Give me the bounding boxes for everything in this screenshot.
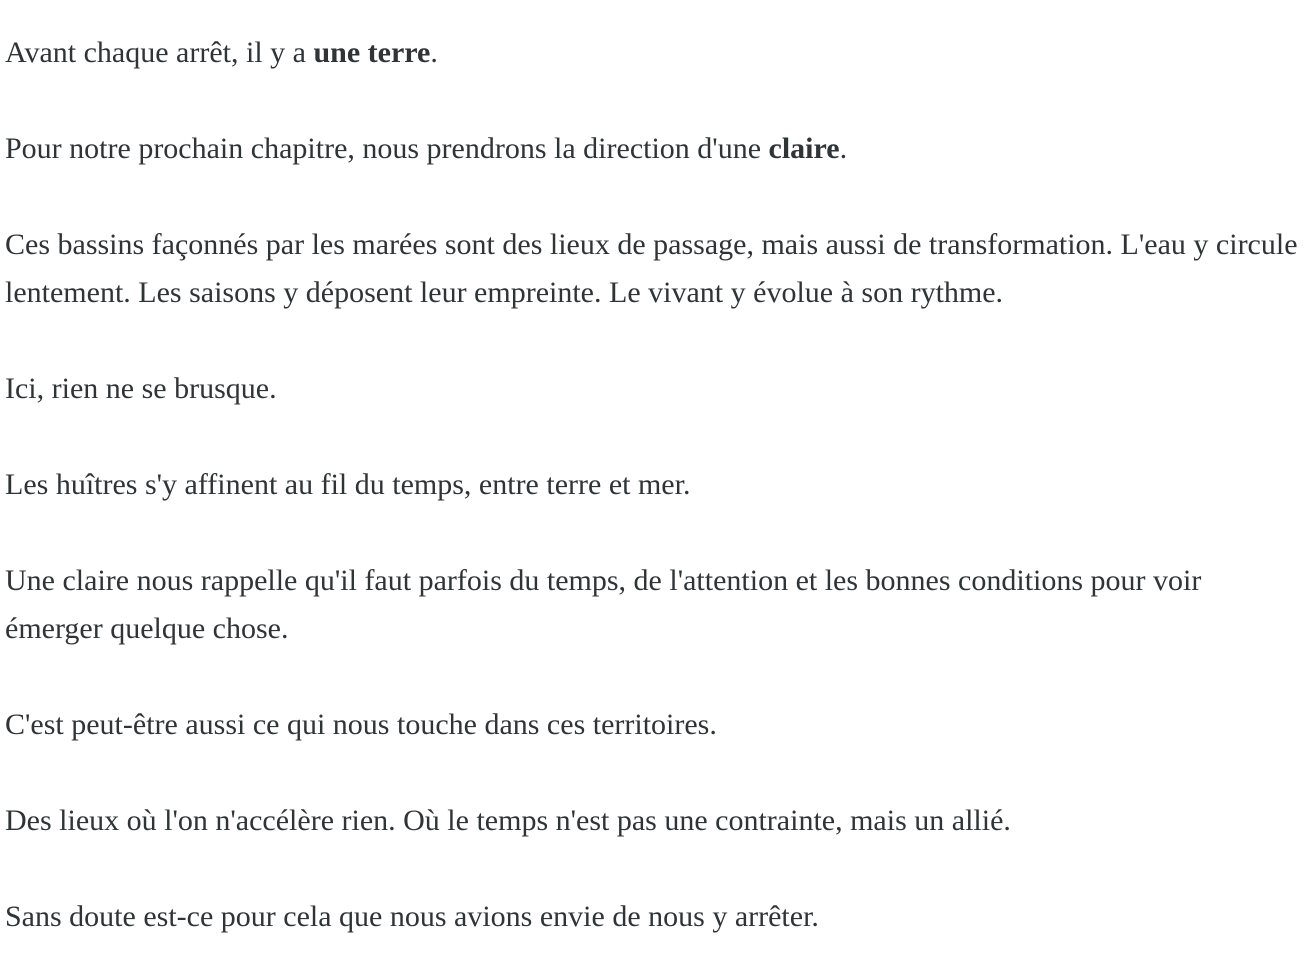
paragraph-5: Les huîtres s'y affinent au fil du temps, entre terre et mer. bbox=[5, 468, 691, 501]
paragraph-2-end: . bbox=[839, 132, 848, 165]
paragraph-7: C'est peut-être aussi ce qui nous touche dans ces territoires. bbox=[5, 708, 717, 741]
paragraph-8: Des lieux où l'on n'accélère rien. Où le temps n'est pas une contrainte, mais un allié. bbox=[5, 804, 1011, 837]
paragraph-1-emphasis: une terre bbox=[313, 36, 431, 69]
paragraph-1 bbox=[5, 29, 1300, 77]
paragraph-2-emphasis: claire bbox=[768, 132, 840, 165]
paragraph-1-text: Avant chaque arrêt, il y a bbox=[5, 36, 314, 69]
paragraph-3: Ces bassins façonnés par les marées sont des lieux de passage, mais aussi de transformation. L'eau y circule lentement. Les saisons y déposent leur empreinte. Le vivant y évolue à son rythme. bbox=[5, 228, 1298, 309]
paragraph-4: Ici, rien ne se brusque. bbox=[5, 372, 277, 405]
paragraph-9: Sans doute est-ce pour cela que nous avions envie de nous y arrêter. bbox=[5, 900, 819, 933]
paragraph-6: Une claire nous rappelle qu'il faut parfois du temps, de l'attention et les bonnes conditions pour voir émerger quelque chose. bbox=[5, 564, 1202, 645]
paragraph-2-text: Pour notre prochain chapitre, nous prendrons la direction d'une bbox=[5, 132, 769, 165]
paragraph-1-end: . bbox=[430, 36, 438, 69]
paragraph-2 bbox=[5, 125, 1300, 173]
